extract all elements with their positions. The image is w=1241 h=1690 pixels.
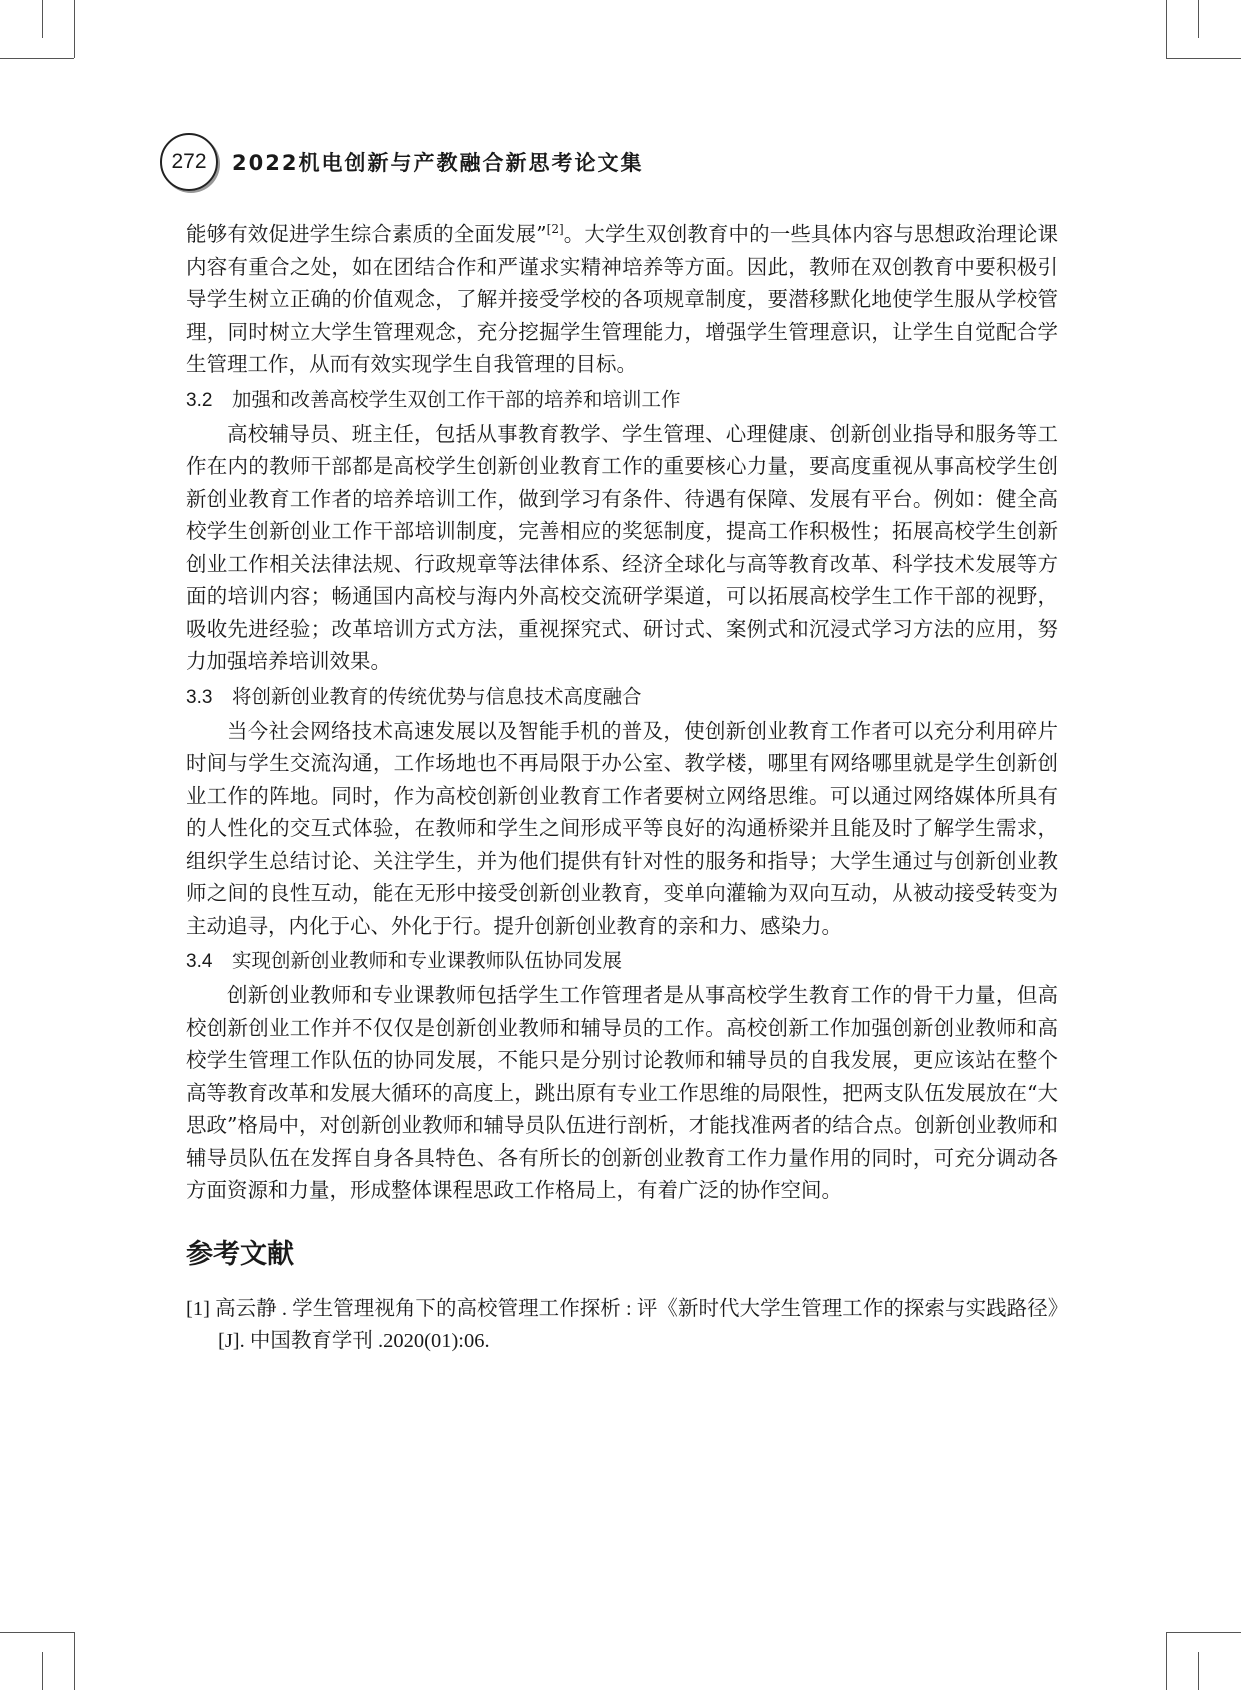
article-body <box>186 218 1058 1358</box>
crop-mark <box>1166 58 1241 59</box>
crop-mark <box>1198 1652 1199 1690</box>
section-title: 加强和改善高校学生双创工作干部的培养和培训工作 <box>232 387 681 411</box>
section-paragraph: 当今社会网络技术高速发展以及智能手机的普及，使创新创业教育工作者可以充分利用碎片时间与学生交流沟通，工作场地也不再局限于办公室、教学楼，哪里有网络哪里就是学生创新创业工作的阵地。同时，作为高校创新创业教育工作者要树立网络思维。可以通过网络媒体所具有的人性化的交互式体验，在教师和学生之间形成平等良好的沟通桥梁并且能及时了解学生需求，组织学生总结讨论、关注学生，并为他们提供有针对性的服务和指导；大学生通过与创新创业教师之间的良性互动，能在无形中接受创新创业教育，变单向灌输为双向互动，从被动接受转变为主动追寻，内化于心、外化于行。提升创新创业教育的亲和力、感染力。 <box>186 718 1058 938</box>
book-title: 2022机电创新与产教融合新思考论文集 <box>232 151 644 175</box>
references-heading: 参考文献 <box>186 1238 294 1270</box>
section-number: 3.3 <box>186 686 213 708</box>
intro-paragraph <box>186 218 1058 381</box>
section-heading <box>186 947 1058 976</box>
section-number: 3.4 <box>186 951 213 972</box>
crop-mark <box>1166 0 1167 58</box>
section-paragraph: 高校辅导员、班主任，包括从事教育教学、学生管理、心理健康、创新创业指导和服务等工作在内的教师干部都是高校学生创新创业教育工作的重要核心力量，要高度重视从事高校学生创新创业教育工作者的培养培训工作，做到学习有条件、待遇有保障、发展有平台。例如：健全高校学生创新创业工作干部培训制度，完善相应的奖惩制度，提高工作积极性；拓展高校学生创新创业工作相关法律法规、行政规章等法律体系、经济全球化与高等教育改革、科学技术发展等方面的培训内容；畅通国内高校与海内外高校交流研学渠道，可以拓展高校学生工作干部的视野，吸收先进经验；改革培训方式方法，重视探究式、研讨式、案例式和沉浸式学习方法的应用，努力加强培养培训效果。 <box>186 421 1058 673</box>
crop-mark <box>42 1652 43 1690</box>
crop-mark <box>0 1632 74 1633</box>
reference-item: [1] 高云静 . 学生管理视角下的高校管理工作探析 : 评《新时代大学生管理工作的探索与实践路径》[J]. 中国教育学刊 .2020(01):06. <box>186 1297 1058 1352</box>
paragraph-text: 。大学生双创教育中的一些具体内容与思想政治理论课内容有重合之处，如在团结合作和严谨求实精神培养等方面。因此，教师在双创教育中要积极引导学生树立正确的价值观念，了解并接受学校的各项规章制度，要潜移默化地使学生服从学校管理，同时树立大学生管理观念，充分挖掘学生管理能力，增强学生管理意识，让学生自觉配合学生管理工作，从而有效实现学生自我管理的目标。 <box>186 222 1059 376</box>
section-number: 3.2 <box>186 389 213 411</box>
crop-mark <box>0 58 74 59</box>
section-heading <box>186 683 1058 712</box>
crop-mark <box>74 0 75 58</box>
section-heading <box>186 386 1058 415</box>
section-title: 将创新创业教育的传统优势与信息技术高度融合 <box>232 684 642 708</box>
crop-mark <box>1166 1632 1167 1690</box>
crop-mark <box>42 0 43 38</box>
citation-marker: [2] <box>546 222 564 237</box>
crop-mark <box>74 1632 75 1690</box>
page-number: 272 <box>160 133 218 191</box>
section-title: 实现创新创业教师和专业课教师队伍协同发展 <box>232 949 623 972</box>
paragraph-text: 能够有效促进学生综合素质的全面发展” <box>186 222 547 246</box>
crop-mark <box>1166 1632 1241 1633</box>
section-paragraph: 创新创业教师和专业课教师包括学生工作管理者是从事高校学生教育工作的骨干力量，但高校创新创业工作并不仅仅是创新创业教师和辅导员的工作。高校创新工作加强创新创业教师和高校学生管理工作队伍的协同发展，不能只是分别讨论教师和辅导员的自我发展，更应该站在整个高等教育改革和发展大循环的高度上，跳出原有专业工作思维的局限性，把两支队伍发展放在“大思政”格局中，对创新创业教师和辅导员队伍进行剖析，才能找准两者的结合点。创新创业教师和辅导员队伍在发挥自身各具特色、各有所长的创新创业教育工作力量作用的同时，可充分调动各方面资源和力量，形成整体课程思政工作格局上，有着广泛的协作空间。 <box>186 983 1058 1202</box>
crop-mark <box>1198 0 1199 38</box>
page-header <box>160 132 643 192</box>
